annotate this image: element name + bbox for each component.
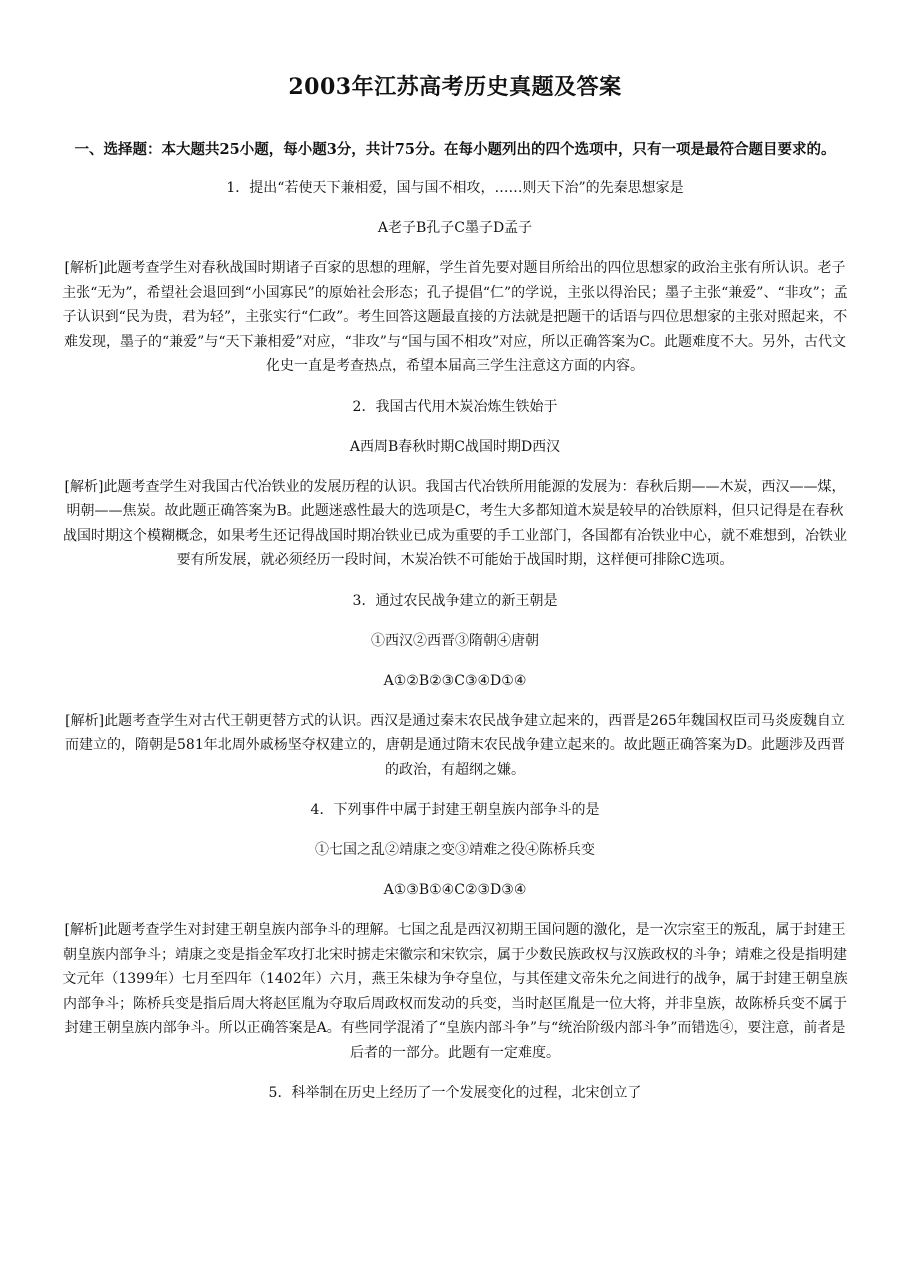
question-5: 5．科举制在历史上经历了一个发展变化的过程，北宋创立了: [268, 1085, 642, 1101]
question-3-analysis: [解析]此题考查学生对古代王朝更替方式的认识。西汉是通过秦末农民战争建立起来的，西晋是265年魏国权臣司马炎废魏自立而建立的，隋朝是581年北周外戚杨坚夺权建立的，唐朝是通过隋末农民战争建立起来的。故此题正确答案为D。此题涉及西晋的政治，有超纲之嫌。: [65, 712, 845, 778]
question-1-analysis: [解析]此题考查学生对春秋战国时期诸子百家的思想的理解，学生首先要对题目所给出的四位思想家的政治主张有所认识。老子主张“无为”，希望社会退回到“小国寡民”的原始社会形态；孔子提倡“仁”的学说，主张以得治民；墨子主张“兼爱”、“非攻”；孟子认识到“民为贵，君为轻”，主张实行“仁政”。考生回答这题最直接的方法就是把题干的话语与四位思想家的主张对照起来，不难发现，墨子的“兼爱”与“天下兼相爱”对应，“非攻”与“国与国不相攻”对应，所以正确答案为C。此题难度不大。另外，古代文化史一直是考查热点，希望本届高三学生注意这方面的内容。: [62, 260, 848, 374]
document-page: [60, 70, 850, 1121]
question-1-options: A老子B孔子C墨子D孟子: [377, 220, 533, 236]
section-heading: 一、选择题：本大题共25小题，每小题3分，共计75分。在每小题列出的四个选项中，只有一项是最符合题目要求的。: [74, 141, 836, 158]
question-4-analysis: [解析]此题考查学生对封建王朝皇族内部争斗的理解。七国之乱是西汉初期王国问题的激化，是一次宗室王的叛乱，属于封建王朝皇族内部争斗；靖康之变是指金军攻打北宋时掳走宋徽宗和宋钦宗，属于少数民族政权与汉族政权的斗争；靖难之役是指明建文元年（1399年）七月至四年（1402年）六月，燕王朱棣为争夺皇位，与其侄建文帝朱允之间进行的战争，属于封建王朝皇族内部争斗；陈桥兵变是指后周大将赵匡胤为夺取后周政权而发动的兵变，当时赵匡胤是一位大将，并非皇族，故陈桥兵变不属于封建王朝皇族内部争斗。所以正确答案是A。有些同学混淆了“皇族内部斗争”与“统治阶级内部斗争”而错选④，要注意，前者是后者的一部分。此题有一定难度。: [62, 922, 848, 1061]
question-4-options: A①③B①④C②③D③④: [383, 882, 527, 898]
question-3-options: A①②B②③C③④D①④: [383, 672, 527, 689]
question-3: 3．通过农民战争建立的新王朝是: [352, 592, 558, 609]
question-4-items: ①七国之乱②靖康之变③靖难之役④陈桥兵变: [315, 842, 595, 858]
question-1: 1．提出“若使天下兼相爱，国与国不相攻，……则天下治”的先秦思想家是: [226, 180, 684, 196]
question-2-analysis: [解析]此题考查学生对我国古代冶铁业的发展历程的认识。我国古代冶铁所用能源的发展为：春秋后期——木炭，西汉——煤，明朝——焦炭。故此题正确答案为B。此题迷惑性最大的选项是C，考生大多都知道木炭是较早的冶铁原料，但只记得是在春秋战国时期这个模糊概念，如果考生还记得战国时期冶铁业已成为重要的手工业部门，各国都有冶铁业中心，就不难想到，冶铁业要有所发展，就必须经历一段时间，木炭冶铁不可能始于战国时期，这样便可排除C选项。: [63, 478, 847, 568]
question-2-options: A西周B春秋时期C战国时期D西汉: [349, 438, 561, 455]
question-4: 4．下列事件中属于封建王朝皇族内部争斗的是: [310, 802, 600, 818]
question-2: 2．我国古代用木炭冶炼生铁始于: [352, 398, 558, 415]
question-3-items: ①西汉②西晋③隋朝④唐朝: [371, 632, 539, 649]
document-title: 2003年江苏高考历史真题及答案: [288, 74, 622, 100]
